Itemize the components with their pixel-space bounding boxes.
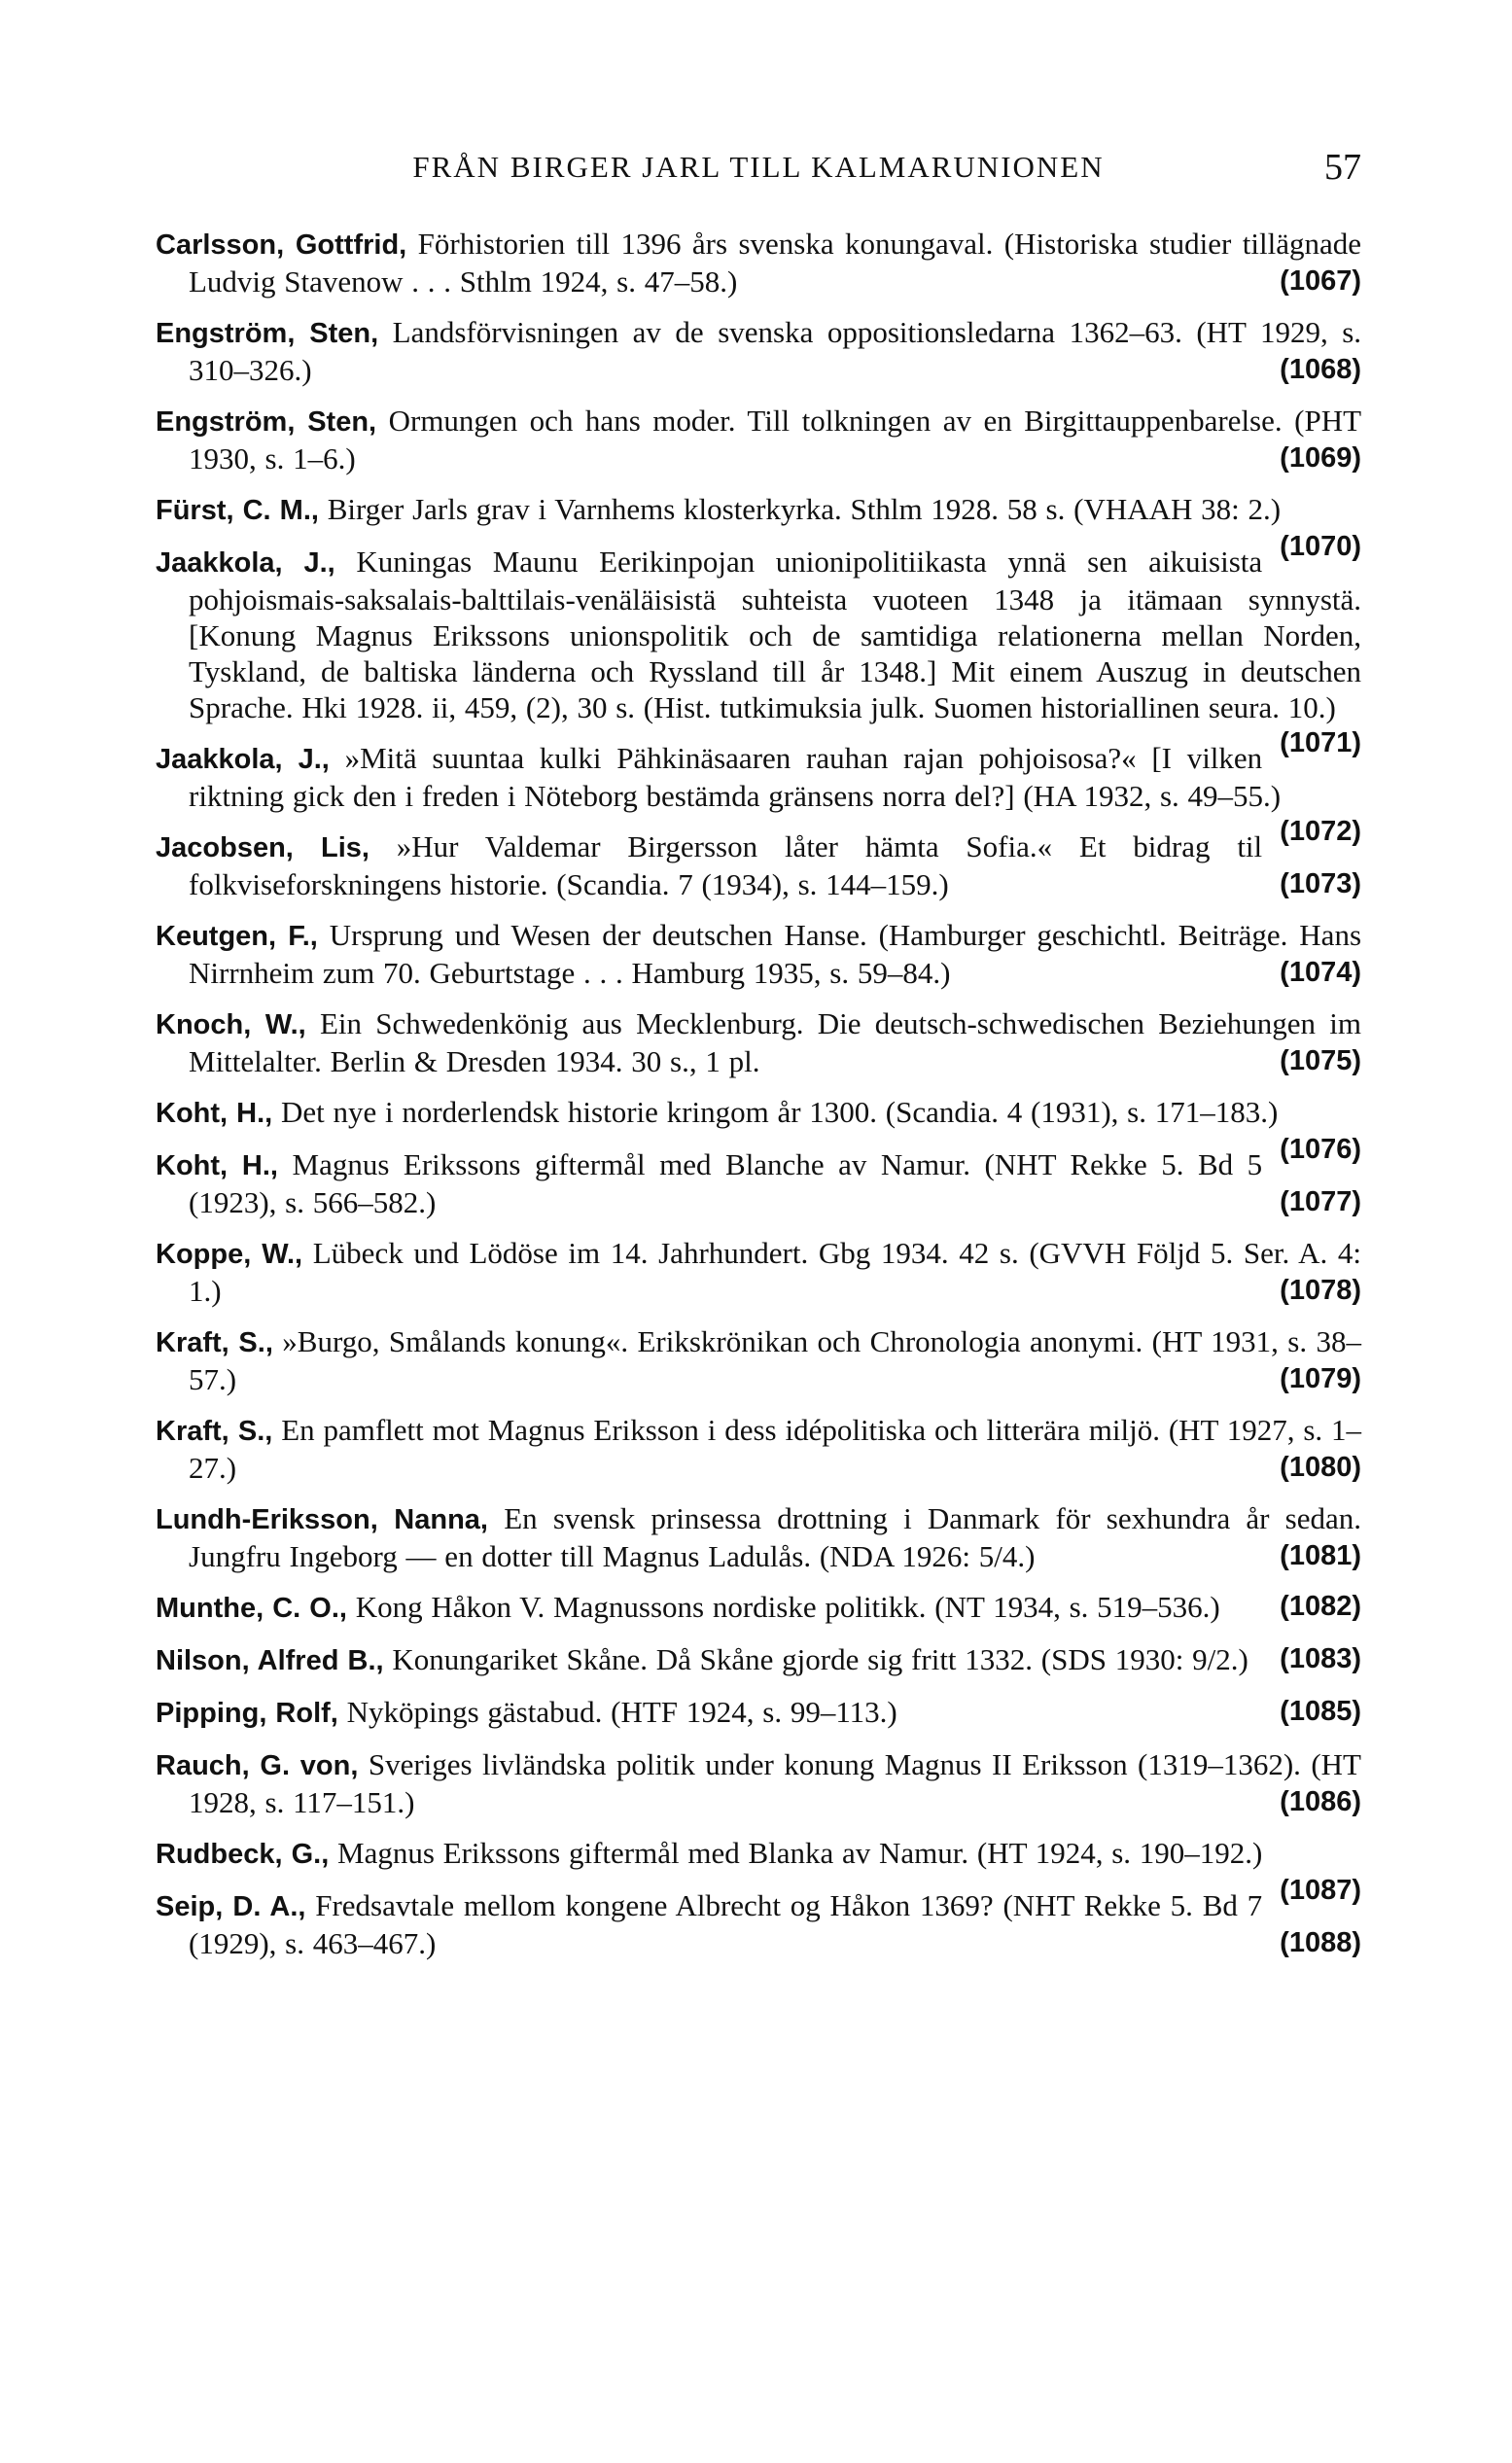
entry-number: (1071) xyxy=(1280,727,1361,758)
entry-text: Kuningas Maunu Eerikinpojan unionipolitiikasta ynnä sen aikuisista pohjoismais-saksalais-balttilais-venäläisistä suhteista vuoteen 1348 ja itämaan synnystä. [Konung Magnus Erikssons unionspolitik och de samtidiga relationerna mellan Norden, Tyskland, de baltiska länderna och Ryssland till år 1348.] Mit einem Auszug in deutschen Sprache. Hki 1928. ii, 459, (2), 30 s. (Hist. tutkimuksia julk. Suomen historiallinen seura. 10.) xyxy=(189,545,1361,724)
running-head xyxy=(156,146,1361,194)
entry-number: (1067) xyxy=(1280,265,1361,297)
entry-author: Fürst, C. M., xyxy=(156,495,319,526)
entry-author: Rudbeck, G., xyxy=(156,1839,330,1870)
entry-number: (1081) xyxy=(1280,1540,1361,1571)
entry-author: Kraft, S., xyxy=(156,1327,273,1358)
bibliography-entry xyxy=(156,1887,1361,1961)
entry-text: Det nye i norderlendsk historie kringom år 1300. (Scandia. 4 (1931), s. 171–183.) xyxy=(280,1095,1279,1129)
bibliography-entry xyxy=(156,828,1361,902)
bibliography-entry xyxy=(156,1746,1361,1820)
bibliography-entry xyxy=(156,314,1361,388)
entry-number: (1072) xyxy=(1280,816,1361,847)
entry-number: (1085) xyxy=(1280,1696,1361,1727)
entry-text: Sveriges livländska politik under konung Magnus II Eriksson (1319–1362). (HT 1928, s. 117–151.) xyxy=(189,1747,1361,1819)
entry-number: (1076) xyxy=(1280,1134,1361,1165)
entry-text: Nyköpings gästabud. (HTF 1924, s. 99–113.) xyxy=(346,1695,897,1729)
entry-author: Jacobsen, Lis, xyxy=(156,832,369,863)
bibliography-entry xyxy=(156,1500,1361,1574)
entry-author: Keutgen, F., xyxy=(156,921,318,952)
entry-number: (1086) xyxy=(1280,1786,1361,1817)
entry-text: »Burgo, Smålands konung«. Erikskrönikan och Chronologia anonymi. (HT 1931, s. 38–57.) xyxy=(189,1324,1362,1396)
entry-number: (1070) xyxy=(1280,531,1361,562)
bibliography-entry xyxy=(156,1412,1361,1486)
bibliography-entry xyxy=(156,544,1361,758)
entry-author: Engström, Sten, xyxy=(156,406,377,438)
entry-text: Lübeck und Lödöse im 14. Jahrhundert. Gbg 1934. 42 s. (GVVH Följd 5. Ser. A. 4: 1.) xyxy=(189,1236,1361,1308)
entry-author: Seip, D. A., xyxy=(156,1891,306,1922)
entry-author: Nilson, Alfred B., xyxy=(156,1645,384,1676)
entry-author: Engström, Sten, xyxy=(156,318,379,349)
entry-text: Fredsavtale mellom kongene Albrecht og Håkon 1369? (NHT Rekke 5. Bd 7 (1929), s. 463–467.) xyxy=(189,1888,1263,1960)
entry-author: Koht, H., xyxy=(156,1098,273,1129)
bibliography-entry xyxy=(156,740,1361,847)
entry-number: (1083) xyxy=(1280,1643,1361,1674)
entry-author: Jaakkola, J., xyxy=(156,744,330,775)
entry-author: Jaakkola, J., xyxy=(156,547,335,579)
entry-text: Kong Håkon V. Magnussons nordiske politikk. (NT 1934, s. 519–536.) xyxy=(355,1590,1220,1624)
bibliography-entry xyxy=(156,1146,1361,1220)
entry-number: (1087) xyxy=(1280,1875,1361,1906)
entry-author: Carlsson, Gottfrid, xyxy=(156,229,407,261)
entry-number: (1074) xyxy=(1280,957,1361,988)
entry-author: Rauch, G. von, xyxy=(156,1750,359,1781)
bibliography-entry xyxy=(156,1005,1361,1079)
bibliography-entry xyxy=(156,1694,1361,1732)
entry-author: Knoch, W., xyxy=(156,1009,306,1040)
running-title: FRÅN BIRGER JARL TILL KALMARUNIONEN xyxy=(412,150,1105,184)
entry-author: Koppe, W., xyxy=(156,1239,303,1270)
entry-author: Lundh-Eriksson, Nanna, xyxy=(156,1504,488,1535)
entry-number: (1069) xyxy=(1280,442,1361,474)
entry-number: (1082) xyxy=(1280,1591,1361,1622)
entry-text: Ormungen och hans moder. Till tolkningen av en Birgittauppenbarelse. (PHT 1930, s. 1–6.) xyxy=(189,404,1362,475)
entry-text: En pamflett mot Magnus Eriksson i dess idépolitiska och litterära miljö. (HT 1927, s. 1–27.) xyxy=(189,1413,1362,1485)
bibliography-entry xyxy=(156,1641,1361,1679)
bibliography-entry xyxy=(156,403,1361,476)
entry-author: Munthe, C. O., xyxy=(156,1593,347,1624)
page-number: 57 xyxy=(1324,147,1361,188)
bibliography-list xyxy=(156,226,1361,1976)
entry-text: »Mitä suuntaa kulki Pähkinäsaaren rauhan rajan pohjoisosa?« [I vilken riktning gick den i freden i Nöteborg bestämda gränsens norra del?] (HA 1932, s. 49–55.) xyxy=(189,741,1282,813)
entry-author: Pipping, Rolf, xyxy=(156,1698,338,1729)
entry-text: »Hur Valdemar Birgersson låter hämta Sofia.« Et bidrag til folkviseforskningens historie. (Scandia. 7 (1934), s. 144–159.) xyxy=(189,829,1263,901)
entry-text: Förhistorien till 1396 års svenska konungaval. (Historiska studier tillägnade Ludvig Stavenow . . . Sthlm 1924, s. 47–58.) xyxy=(189,227,1361,299)
entry-text: Ein Schwedenkönig aus Mecklenburg. Die deutsch-schwedischen Beziehungen im Mittelalter. Berlin & Dresden 1934. 30 s., 1 pl. xyxy=(189,1006,1362,1078)
entry-number: (1078) xyxy=(1280,1275,1361,1306)
entry-text: Konungariket Skåne. Då Skåne gjorde sig fritt 1332. (SDS 1930: 9/2.) xyxy=(392,1642,1248,1676)
entry-number: (1075) xyxy=(1280,1045,1361,1076)
bibliography-entry xyxy=(156,1235,1361,1309)
entry-text: Magnus Erikssons giftermål med Blanche av Namur. (NHT Rekke 5. Bd 5 (1923), s. 566–582.) xyxy=(189,1147,1263,1219)
bibliography-entry xyxy=(156,1835,1361,1906)
entry-number: (1073) xyxy=(1280,868,1361,899)
entry-text: En svensk prinsessa drottning i Danmark för sexhundra år sedan. Jungfru Ingeborg — en dotter till Magnus Ladulås. (NDA 1926: 5/4.) xyxy=(189,1501,1362,1573)
bibliography-entry xyxy=(156,917,1361,991)
entry-number: (1077) xyxy=(1280,1186,1361,1217)
entry-text: Birger Jarls grav i Varnhems klosterkyrka. Sthlm 1928. 58 s. (VHAAH 38: 2.) xyxy=(327,492,1282,526)
bibliography-entry xyxy=(156,1589,1361,1627)
entry-text: Landsförvisningen av de svenska oppositionsledarna 1362–63. (HT 1929, s. 310–326.) xyxy=(189,315,1362,387)
entry-number: (1080) xyxy=(1280,1452,1361,1483)
entry-number: (1079) xyxy=(1280,1363,1361,1394)
bibliography-entry xyxy=(156,226,1361,299)
bibliography-entry xyxy=(156,491,1361,562)
entry-number: (1068) xyxy=(1280,354,1361,385)
entry-number: (1088) xyxy=(1280,1927,1361,1958)
entry-author: Kraft, S., xyxy=(156,1416,273,1447)
bibliography-entry xyxy=(156,1094,1361,1165)
entry-text: Magnus Erikssons giftermål med Blanka av Namur. (HT 1924, s. 190–192.) xyxy=(337,1836,1263,1870)
bibliography-entry xyxy=(156,1323,1361,1397)
entry-text: Ursprung und Wesen der deutschen Hanse. (Hamburger geschichtl. Beiträge. Hans Nirrnheim zum 70. Geburtstage . . . Hamburg 1935, s. 59–84.) xyxy=(189,918,1362,990)
entry-author: Koht, H., xyxy=(156,1150,278,1181)
